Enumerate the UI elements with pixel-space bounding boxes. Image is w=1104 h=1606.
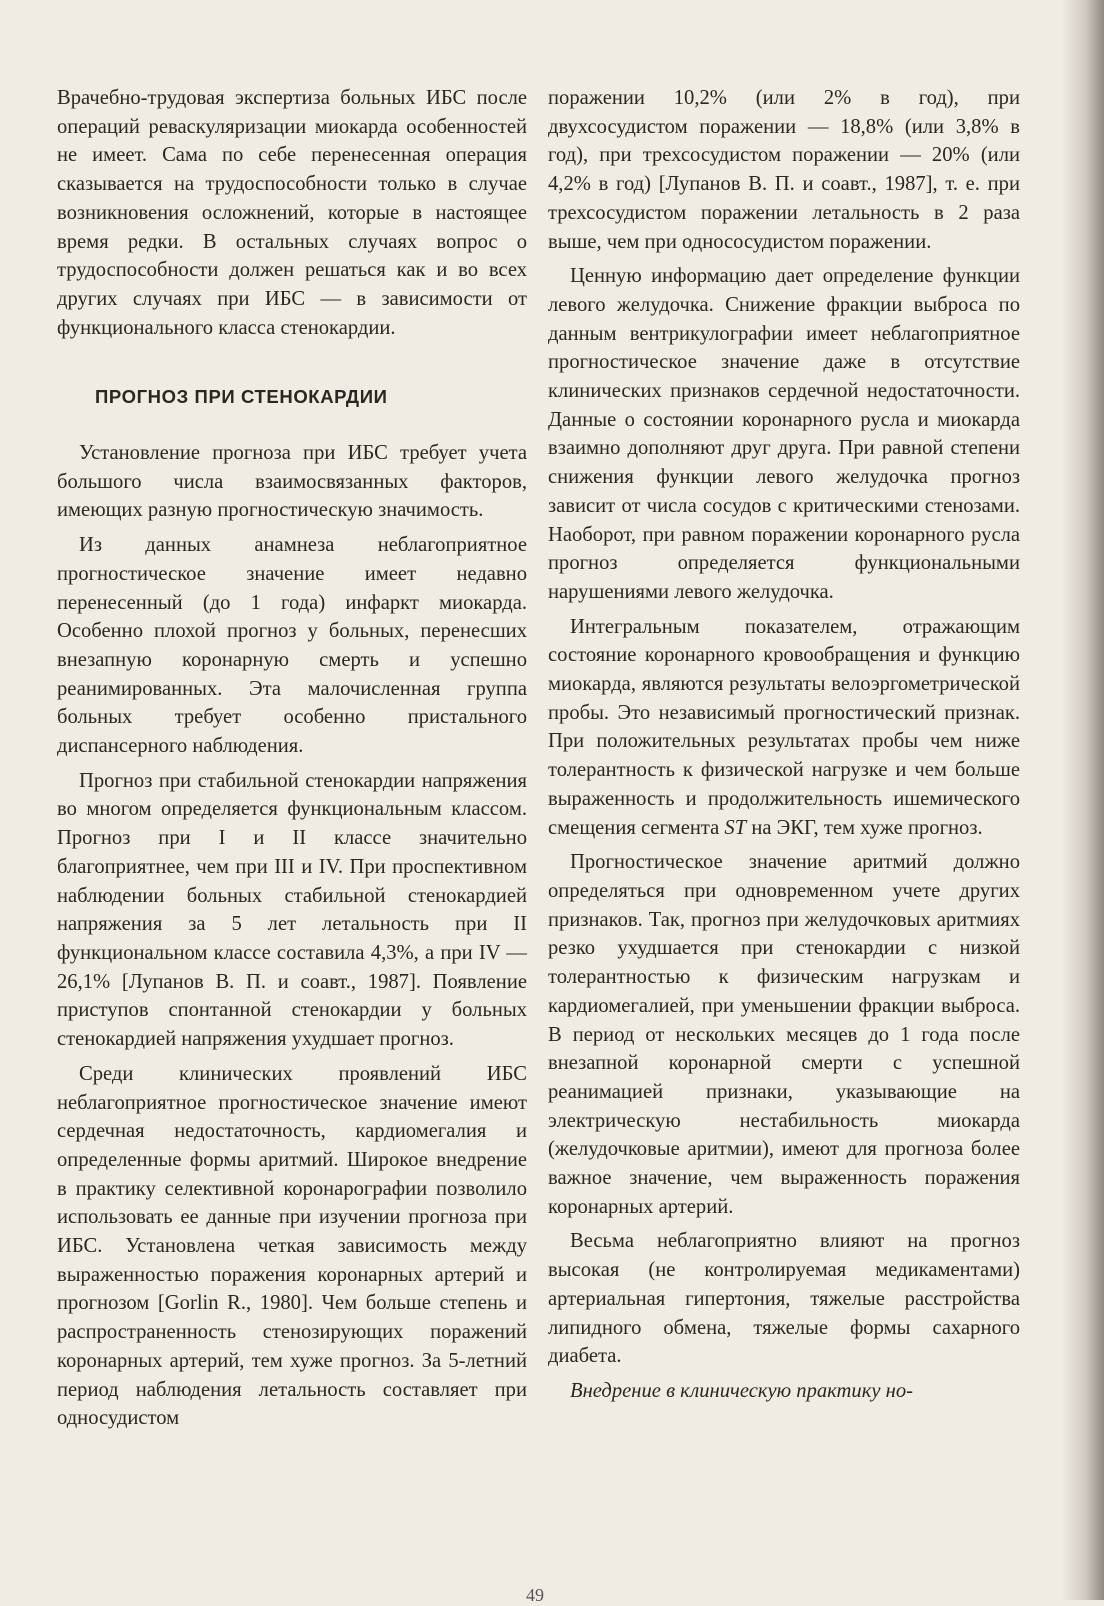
right-column xyxy=(548,84,1020,1406)
paragraph: поражении 10,2% (или 2% в год), при двухсосудистом поражении — 18,8% (или 3,8% в год), при трехсосудистом поражении — 20% (или 4,2% в год) [Лупанов В. П. и соавт., 1987], т. е. при трехсосудистом поражении летальность в 2 раза выше, чем при однососудистом поражении. xyxy=(548,87,1020,253)
left-column xyxy=(57,84,527,1433)
paragraph: Из данных анамнеза неблагоприятное прогностическое значение имеет недавно перенесенный (до 1 года) инфаркт миокарда. Особенно плохой прогноз у больных, перенесших внезапную коронарную смерть и успешно реанимированных. Эта малочисленная группа больных требует особенно пристального диспансерного наблюдения. xyxy=(57,534,527,758)
paragraph: Внедрение в клиническую практику но- xyxy=(570,1379,913,1402)
st-segment-term: ST xyxy=(724,816,747,839)
paragraph: Установление прогноза при ИБС требует учета большого числа взаимосвязанных факторов, имеющих разную прогностическую значимость. xyxy=(57,442,527,522)
paragraph: Прогностическое значение аритмий должно определяться при одновременном учете других признаков. Так, прогноз при желудочковых аритмиях резко ухудшается при стенокардии с низкой толерантностью к физическим нагрузкам и кардиомегалией, при уменьшении фракции выброса. В период от нескольких месяцев до 1 года после внезапной коронарной смерти с успешной реанимацией признаки, указывающие на электрическую нестабильность миокарда (желудочковые аритмии), имеют для прогноза более важное значение, чем выраженность поражения коронарных артерий. xyxy=(548,851,1020,1218)
paragraph: Среди клинических проявлений ИБС неблагоприятное прогностическое значение имеют сердечная недостаточность, кардиомегалия и определенные формы аритмий. Широкое внедрение в практику селективной коронарографии позволило использовать ее данные при изучении прогноза при ИБС. Установлена четкая зависимость между выраженностью поражения коронарных артерий и прогнозом [Gorlin R., 1980]. Чем больше степень и распространенность стенозирующих поражений коронарных артерий, тем хуже прогноз. За 5-летний период наблюдения летальность составляет при односудистом xyxy=(57,1062,527,1430)
page-number: 49 xyxy=(526,1585,544,1605)
paragraph-text: на ЭКГ, тем хуже прогноз. xyxy=(746,816,983,839)
paragraph-text: Интегральным показателем, отражающим состояние коронарного кровообращения и функцию миокарда, являются результаты велоэргометрической пробы. Это независимый прогностический признак. При положительных результатах пробы чем ниже толерантность к физической нагрузке и чем больше выраженность и продолжительность ишемического смещения сегмента xyxy=(548,615,1020,839)
paragraph: Ценную информацию дает определение функции левого желудочка. Снижение фракции выброса по данным вентрикулографии имеет неблагоприятное прогностическое значение даже в отсутствие клинических признаков сердечной недостаточности. Данные о состоянии коронарного русла и миокарда взаимно дополняют друг друга. При равной степени снижения функции левого желудочка прогноз зависит от числа сосудов с критическими стенозами. Наоборот, при равном поражении коронарного русла прогноз определяется функциональными нарушениями левого желудочка. xyxy=(548,265,1020,603)
paragraph: Весьма неблагоприятно влияют на прогноз высокая (не контролируемая медикаментами) артериальная гипертония, тяжелые расстройства липидного обмена, тяжелые формы сахарного диабета. xyxy=(548,1230,1020,1368)
section-heading: ПРОГНОЗ ПРИ СТЕНОКАРДИИ xyxy=(95,386,388,408)
paragraph xyxy=(548,613,1020,843)
paragraph: Врачебно-трудовая экспертиза больных ИБС после операций реваскуляризации миокарда особенностей не имеет. Сама по себе перенесенная операция сказывается на трудоспособности только в случае возникновения осложнений, которые в настоящее время редки. В остальных случаях вопрос о трудоспособности должен решаться как и во всех других случаях при ИБС — в зависимости от функционального класса стенокардии. xyxy=(57,87,527,339)
page-edge-shadow xyxy=(1062,0,1104,1600)
paragraph: Прогноз при стабильной стенокардии напряжения во многом определяется функциональным классом. Прогноз при I и II классе значительно благоприятнее, чем при III и IV. При проспективном наблюдении больных стабильной стенокардией напряжения за 5 лет летальность при II функциональном классе составила 4,3%, а при IV — 26,1% [Лупанов В. П. и соавт., 1987]. Появление приступов спонтанной стенокардии у больных стенокардией напряжения ухудшает прогноз. xyxy=(57,769,527,1051)
